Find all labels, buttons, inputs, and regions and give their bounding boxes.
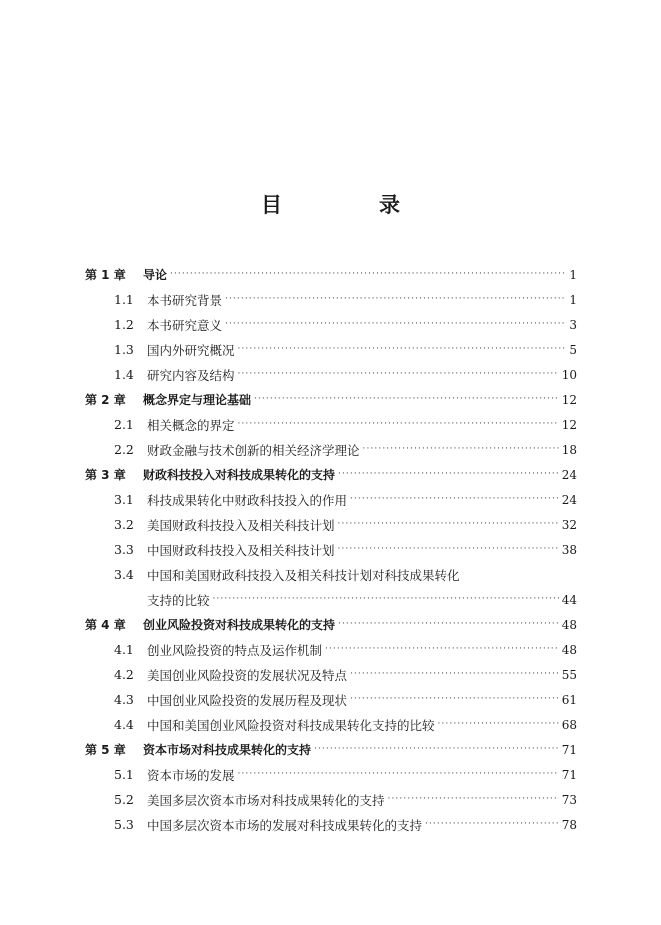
toc-number: 4.1: [114, 642, 134, 657]
toc-number: 1.4: [114, 367, 134, 382]
dot-leader: [350, 670, 559, 679]
toc-number: 2.1: [114, 417, 134, 432]
toc-section-1-2[interactable]: [85, 312, 577, 337]
dot-leader: [225, 295, 566, 304]
toc-title: 财政科技投入对科技成果转化的支持: [143, 468, 336, 482]
toc-page: 10: [561, 367, 577, 382]
toc-number: 5.1: [114, 767, 134, 782]
toc-title: 资本市场的发展: [147, 767, 235, 783]
toc-page: 24: [561, 492, 577, 507]
toc-title: 中国创业风险投资的发展历程及现状: [147, 692, 348, 708]
toc-number: 4.4: [114, 717, 134, 732]
toc-section-1-1[interactable]: [85, 287, 577, 312]
toc-title: 创业风险投资对科技成果转化的支持: [143, 618, 336, 632]
toc-page: 24: [561, 467, 577, 482]
page-title: 目 录: [261, 192, 438, 217]
toc-page: 71: [561, 742, 577, 757]
toc-number: 4.2: [114, 667, 134, 682]
toc-section-3-4[interactable]: [85, 562, 577, 587]
toc-number: 4.3: [114, 692, 134, 707]
dot-leader: [254, 395, 559, 404]
dot-leader: [238, 420, 559, 429]
toc-section-1-4[interactable]: [85, 362, 577, 387]
toc-number: 1.1: [114, 292, 134, 307]
toc-page: 12: [561, 392, 577, 407]
toc-number: 5.2: [114, 792, 134, 807]
toc-section-4-2[interactable]: [85, 662, 577, 687]
toc-title: 中国多层次资本市场的发展对科技成果转化的支持: [147, 817, 423, 833]
toc-title: 研究内容及结构: [147, 367, 235, 383]
toc-page: 12: [561, 417, 577, 432]
toc-title: 本书研究意义: [147, 317, 223, 333]
toc-section-3-3[interactable]: [85, 537, 577, 562]
toc-title: 创业风险投资的特点及运作机制: [147, 642, 323, 658]
toc-title: 中国财政科技投入及相关科技计划: [147, 542, 335, 558]
toc-number: 3.1: [114, 492, 134, 507]
toc-title: 概念界定与理论基础: [143, 393, 252, 407]
dot-leader: [225, 320, 566, 329]
toc-section-5-2[interactable]: [85, 787, 577, 812]
toc-page: 48: [561, 617, 577, 632]
toc-chapter-4[interactable]: [85, 612, 577, 637]
toc-chapter-3[interactable]: [85, 462, 577, 487]
dot-leader: [363, 445, 559, 454]
toc-number: 第 2 章: [85, 393, 126, 407]
table-of-contents: [85, 262, 577, 837]
toc-chapter-5[interactable]: [85, 737, 577, 762]
dot-leader: [170, 270, 566, 279]
dot-leader: [350, 695, 559, 704]
toc-section-5-1[interactable]: [85, 762, 577, 787]
toc-page: 68: [561, 717, 577, 732]
toc-chapter-2[interactable]: [85, 387, 577, 412]
toc-title: 资本市场对科技成果转化的支持: [143, 743, 312, 757]
toc-title: 中国和美国财政科技投入及相关科技计划对科技成果转化: [147, 567, 460, 583]
toc-section-2-2[interactable]: [85, 437, 577, 462]
toc-section-3-4-continued[interactable]: [85, 587, 577, 612]
dot-leader: [388, 795, 559, 804]
toc-section-4-4[interactable]: [85, 712, 577, 737]
toc-title: 本书研究背景: [147, 292, 223, 308]
toc-number: 3.2: [114, 517, 134, 532]
dot-leader: [338, 470, 559, 479]
toc-page: 71: [561, 767, 577, 782]
dot-leader: [213, 595, 559, 604]
toc-section-4-1[interactable]: [85, 637, 577, 662]
toc-number: 5.3: [114, 817, 134, 832]
toc-page: 3: [569, 317, 577, 332]
toc-number: 2.2: [114, 442, 134, 457]
toc-title: 财政金融与技术创新的相关经济学理论: [147, 442, 360, 458]
toc-page: 44: [561, 592, 577, 607]
dot-leader: [338, 520, 559, 529]
toc-page: 5: [569, 342, 577, 357]
toc-page: 38: [561, 542, 577, 557]
toc-section-5-3[interactable]: [85, 812, 577, 837]
toc-number: 3.3: [114, 542, 134, 557]
dot-leader: [325, 645, 559, 654]
dot-leader: [425, 820, 559, 829]
dot-leader: [238, 345, 566, 354]
toc-page: 61: [561, 692, 577, 707]
toc-title: 支持的比较: [147, 592, 210, 608]
toc-page: 1: [569, 292, 577, 307]
toc-title: 国内外研究概况: [147, 342, 235, 358]
toc-number: 1.3: [114, 342, 134, 357]
toc-page: 55: [561, 667, 577, 682]
toc-number: 第 5 章: [85, 743, 126, 757]
toc-page: 1: [569, 267, 577, 282]
toc-title: 美国多层次资本市场对科技成果转化的支持: [147, 792, 385, 808]
toc-page: 78: [561, 817, 577, 832]
toc-section-4-3[interactable]: [85, 687, 577, 712]
toc-title: 中国和美国创业风险投资对科技成果转化支持的比较: [147, 717, 435, 733]
toc-number: 第 3 章: [85, 468, 126, 482]
toc-title: 导论: [143, 268, 168, 282]
dot-leader: [438, 720, 559, 729]
dot-leader: [238, 770, 559, 779]
dot-leader: [338, 545, 559, 554]
toc-section-1-3[interactable]: [85, 337, 577, 362]
toc-title: 美国创业风险投资的发展状况及特点: [147, 667, 348, 683]
dot-leader: [314, 745, 559, 754]
toc-title: 科技成果转化中财政科技投入的作用: [147, 492, 348, 508]
toc-page: 18: [561, 442, 577, 457]
toc-section-2-1[interactable]: [85, 412, 577, 437]
toc-title: 相关概念的界定: [147, 417, 235, 433]
dot-leader: [350, 495, 559, 504]
toc-page: 48: [561, 642, 577, 657]
toc-section-3-2[interactable]: [85, 512, 577, 537]
toc-chapter-1[interactable]: [85, 262, 577, 287]
toc-page: 73: [561, 792, 577, 807]
toc-number: 第 4 章: [85, 618, 126, 632]
dot-leader: [238, 370, 559, 379]
dot-leader: [338, 620, 559, 629]
toc-page: 32: [561, 517, 577, 532]
toc-number: 1.2: [114, 317, 134, 332]
toc-number: 第 1 章: [85, 268, 126, 282]
toc-title: 美国财政科技投入及相关科技计划: [147, 517, 335, 533]
toc-number: 3.4: [114, 567, 134, 582]
toc-section-3-1[interactable]: [85, 487, 577, 512]
